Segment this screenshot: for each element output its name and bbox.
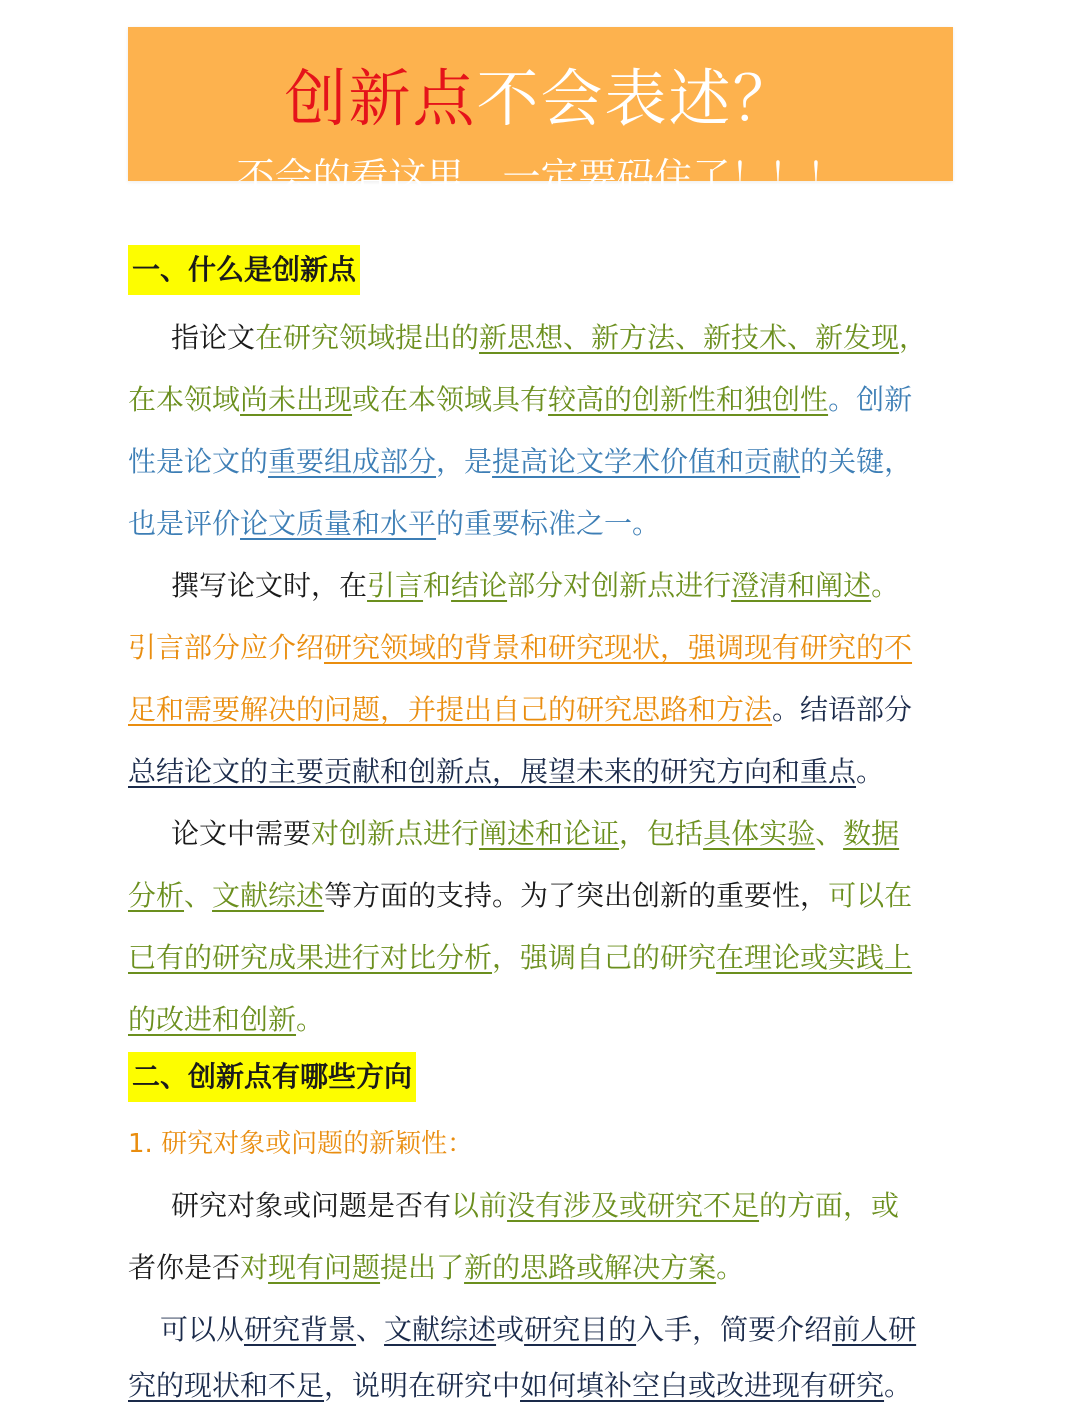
text-span: 。 bbox=[871, 569, 900, 602]
s1-p3-line1 bbox=[128, 814, 996, 854]
text-span: 也是评价 bbox=[128, 507, 241, 540]
text-span: 没有涉及或研究不足 bbox=[507, 1189, 760, 1222]
text-span: 研究背景 bbox=[244, 1313, 357, 1346]
text-span: 、 bbox=[356, 1313, 385, 1346]
text-span: 在本领域 bbox=[128, 383, 241, 416]
text-span: 尚未出现 bbox=[240, 383, 353, 416]
text-span: 等方面的支持。为了突出创新的重要性， bbox=[324, 879, 829, 912]
section-heading-2: 二、创新点有哪些方向 bbox=[128, 1052, 416, 1102]
text-span: ， bbox=[899, 321, 928, 354]
title-banner bbox=[128, 27, 953, 199]
text-span: 部分对创新点进行 bbox=[507, 569, 732, 602]
text-span: 在理论或实践上 bbox=[716, 941, 913, 974]
text-span: 的方面，或 bbox=[759, 1189, 900, 1222]
s1-p1-line1 bbox=[128, 318, 996, 358]
text-span: 引言部分应介绍 bbox=[128, 631, 325, 664]
text-span: 。 bbox=[716, 1251, 745, 1284]
s1-p1-line2 bbox=[128, 380, 953, 420]
text-span: 、 bbox=[184, 879, 213, 912]
text-span: 。创新 bbox=[828, 383, 913, 416]
s1-p2-line3 bbox=[128, 690, 953, 730]
s2-p2-line1 bbox=[128, 1310, 985, 1350]
text-span: 或在本领域具有 bbox=[352, 383, 549, 416]
text-span: 足和需要解决的问题，并提出自己的研究思路和方法 bbox=[128, 693, 773, 726]
text-span: 可以在 bbox=[828, 879, 913, 912]
text-span: 研究对象或问题是否有 bbox=[171, 1189, 452, 1222]
banner-subtitle: 不会的看这里，一定要码住了！！！ bbox=[236, 155, 845, 199]
text-span: 具体实验 bbox=[703, 817, 816, 850]
text-span: 论文质量和水平 bbox=[240, 507, 437, 540]
s1-p2-line4 bbox=[128, 752, 953, 792]
text-span: 指论文 bbox=[171, 321, 256, 354]
text-span: 研究目的 bbox=[524, 1313, 637, 1346]
text-span: 提高论文学术价值和贡献 bbox=[492, 445, 801, 478]
banner-title-rest: 不会表述？ bbox=[476, 62, 797, 135]
text-span: ，说明在研究中 bbox=[324, 1369, 521, 1402]
text-span: 入手，简要介绍 bbox=[636, 1313, 833, 1346]
s2-item1-title: 1. 研究对象或问题的新颖性： bbox=[128, 1129, 474, 1159]
text-span: ，是 bbox=[436, 445, 493, 478]
text-span: 已有的研究成果进行对比分析 bbox=[128, 941, 493, 974]
text-span: 的改进和创新 bbox=[128, 1003, 297, 1036]
s2-p2-line2 bbox=[128, 1366, 953, 1406]
text-span: 较高的创新性和独创性 bbox=[548, 383, 829, 416]
text-span: 如何填补空白或改进现有研究 bbox=[520, 1369, 885, 1402]
s1-p3-line3 bbox=[128, 938, 953, 978]
text-span: ，包括 bbox=[619, 817, 704, 850]
section-heading-1: 一、什么是创新点 bbox=[128, 245, 360, 295]
text-span: 澄清和阐述 bbox=[731, 569, 872, 602]
text-span: 引言 bbox=[367, 569, 424, 602]
text-span: 新的思路或解决方案 bbox=[464, 1251, 717, 1284]
text-span: 新思想、新方法、新技术、新发现 bbox=[479, 321, 900, 354]
text-span: 。 bbox=[856, 755, 885, 788]
text-span: 的重要标准之一。 bbox=[436, 507, 661, 540]
text-span: 论文中需要 bbox=[171, 817, 312, 850]
text-span: 以前 bbox=[451, 1189, 508, 1222]
text-span: 文献综述 bbox=[384, 1313, 497, 1346]
banner-title bbox=[128, 59, 953, 139]
text-span: 分析 bbox=[128, 879, 185, 912]
text-span: 对 bbox=[240, 1251, 269, 1284]
text-span: 。 bbox=[296, 1003, 325, 1036]
banner-title-highlight: 创新点 bbox=[284, 62, 477, 135]
text-span: 数据 bbox=[843, 817, 900, 850]
text-span: 提出了 bbox=[380, 1251, 465, 1284]
text-span: 性是论文的 bbox=[128, 445, 269, 478]
text-span: 者你是否 bbox=[128, 1251, 241, 1284]
text-span: 结论 bbox=[451, 569, 508, 602]
text-span: 对创新点进行 bbox=[311, 817, 480, 850]
text-span: ，强调自己的研究 bbox=[492, 941, 717, 974]
s2-p1-line1 bbox=[128, 1186, 996, 1226]
text-span: 文献综述 bbox=[212, 879, 325, 912]
text-span: 、 bbox=[815, 817, 844, 850]
text-span: 。 bbox=[884, 1369, 913, 1402]
text-span: 现有问题 bbox=[268, 1251, 381, 1284]
text-span: 总结论文的主要贡献和创新点，展望未来的研究方向和重点 bbox=[128, 755, 857, 788]
text-span: 和 bbox=[423, 569, 452, 602]
text-span: 研究领域的背景和研究现状，强调现有研究的不 bbox=[324, 631, 913, 664]
text-span: 在研究领域提出的 bbox=[255, 321, 480, 354]
s1-p1-line3 bbox=[128, 442, 953, 482]
s1-p3-line2 bbox=[128, 876, 953, 916]
s1-p3-line4 bbox=[128, 1000, 953, 1040]
text-span: 重要组成部分 bbox=[268, 445, 437, 478]
s1-p2-line1 bbox=[128, 566, 996, 606]
text-span: 可以从 bbox=[160, 1313, 245, 1346]
text-span: 前人研 bbox=[832, 1313, 917, 1346]
text-span: 或 bbox=[496, 1313, 525, 1346]
s2-p1-line2 bbox=[128, 1248, 953, 1288]
text-span: 撰写论文时，在 bbox=[171, 569, 368, 602]
s1-p1-line4 bbox=[128, 504, 953, 544]
s1-p2-line2 bbox=[128, 628, 953, 668]
text-span: 阐述和论证 bbox=[479, 817, 620, 850]
text-span: 。结语部分 bbox=[772, 693, 913, 726]
text-span: 的关键， bbox=[800, 445, 913, 478]
text-span: 究的现状和不足 bbox=[128, 1369, 325, 1402]
